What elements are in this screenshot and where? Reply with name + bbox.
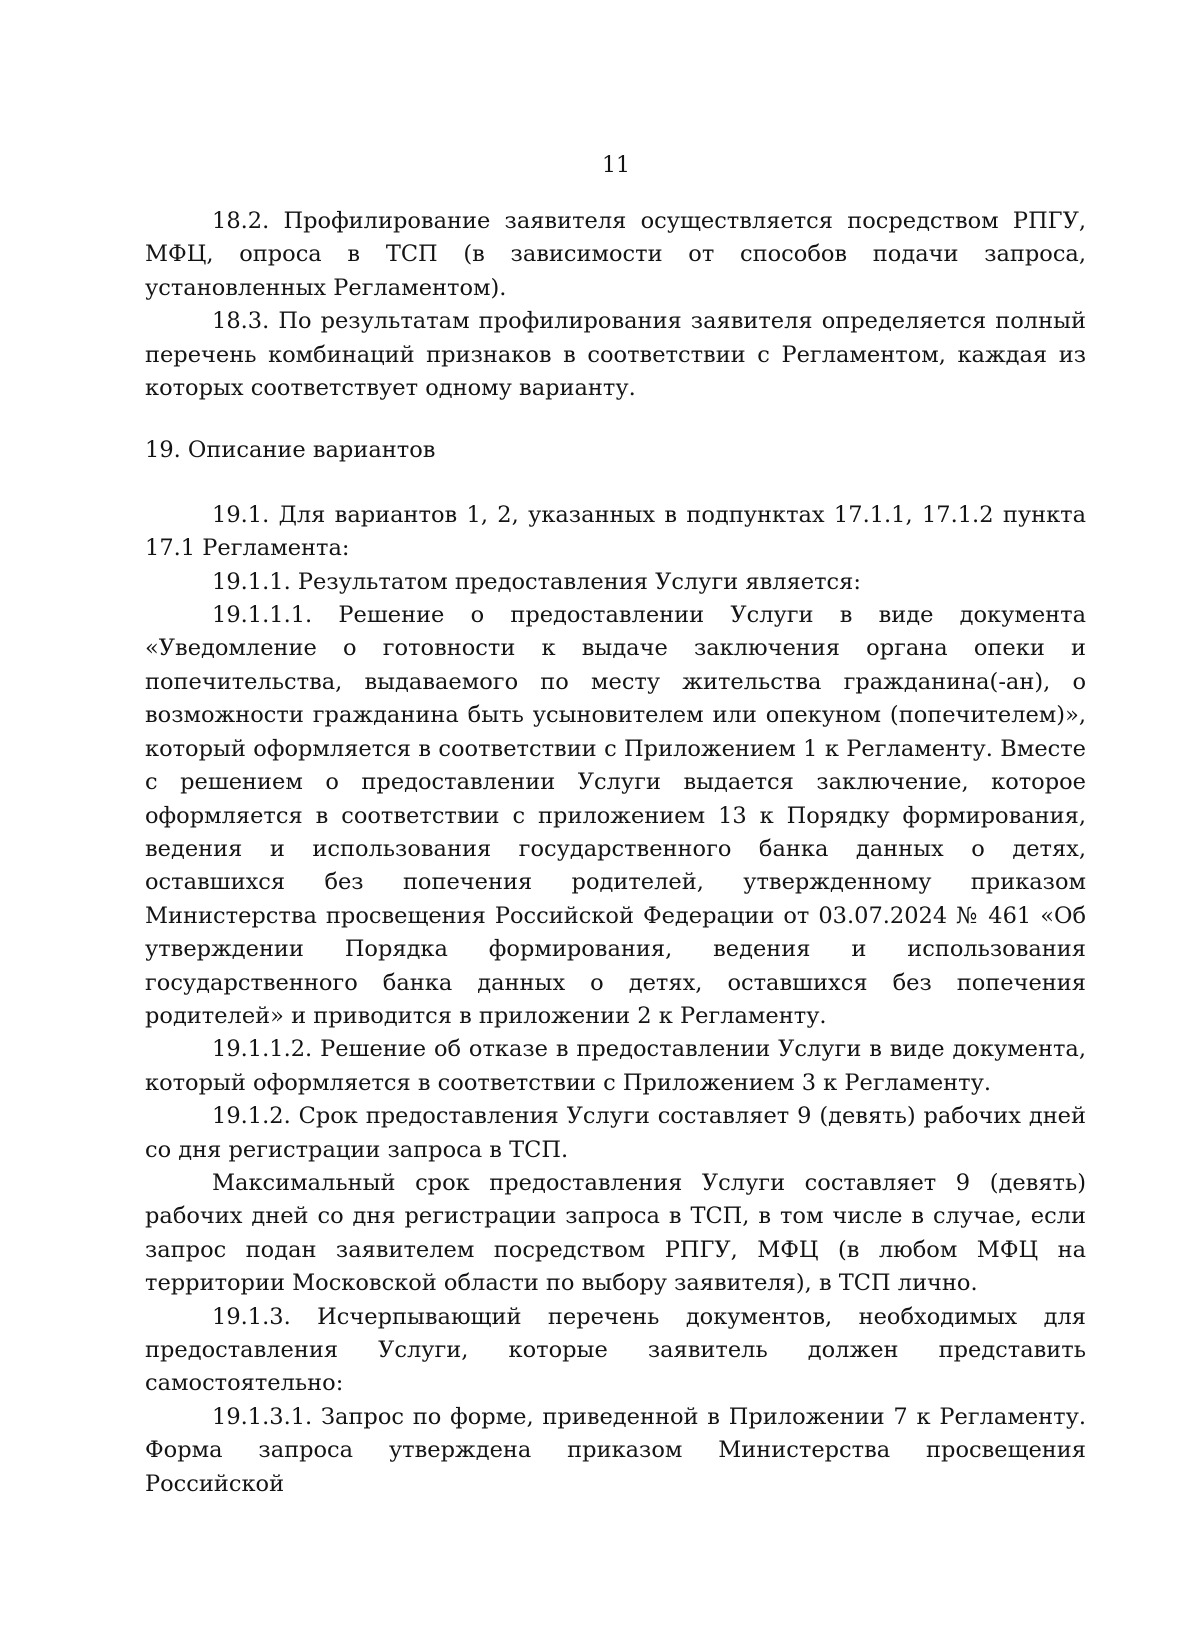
paragraph-19-1-1-2: 19.1.1.2. Решение об отказе в предоставлении Услуги в виде документа, который оформляется в соответствии с Приложением 3 к Регламенту.: [145, 1036, 1086, 1096]
paragraph-18-3: 18.3. По результатам профилирования заявителя определяется полный перечень комбинаций признаков в соответствии с Регламентом, каждая из которых соответствует одному варианту.: [145, 308, 1086, 402]
paragraph-19-1-3-1: 19.1.3.1. Запрос по форме, приведенной в Приложении 7 к Регламенту. Форма запроса утверждена приказом Министерства просвещения Российской: [145, 1403, 1086, 1497]
paragraph-19-1-3: 19.1.3. Исчерпывающий перечень документов, необходимых для предоставления Услуги, которые заявитель должен представить самостоятельно:: [145, 1303, 1086, 1397]
paragraph-19-1-1-1: 19.1.1.1. Решение о предоставлении Услуги в виде документа «Уведомление о готовности к выдаче заключения органа опеки и попечительства, выдаваемого по месту жительства гражданина(-ан), о возможности гражданина быть усыновителем или опекуном (попечителем)», который оформляется в соответствии с Приложением 1 к Регламенту. Вместе с решением о предоставлении Услуги выдается заключение, которое оформляется в соответствии с приложением 13 к Порядку формирования, ведения и использования государственного банка данных о детях, оставшихся без попечения родителей, утвержденному приказом Министерства просвещения Российской Федерации от 03.07.2024 № 461 «Об утверждении Порядка формирования, ведения и использования государственного банка данных о детях, оставшихся без попечения родителей» и приводится в приложении 2 к Регламенту.: [145, 602, 1086, 1029]
paragraph-19-1-1: 19.1.1. Результатом предоставления Услуги является:: [212, 568, 861, 595]
page-number: 11: [602, 153, 630, 178]
paragraph-19-1: 19.1. Для вариантов 1, 2, указанных в подпунктах 17.1.1, 17.1.2 пункта 17.1 Регламента:: [145, 501, 1086, 562]
document-body: [145, 205, 1086, 1501]
paragraph-19-1-2: 19.1.2. Срок предоставления Услуги составляет 9 (девять) рабочих дней со дня регистрации запроса в ТСП.: [145, 1103, 1086, 1163]
paragraph-18-2: 18.2. Профилирование заявителя осуществляется посредством РПГУ, МФЦ, опроса в ТСП (в зависимости от способов подачи запроса, установленных Регламентом).: [145, 208, 1086, 301]
section-heading: 19. Описание вариантов: [145, 437, 436, 464]
paragraph-max-term: Максимальный срок предоставления Услуги составляет 9 (девять) рабочих дней со дня регистрации запроса в ТСП, в том числе в случае, если запрос подан заявителем посредством РПГУ, МФЦ (в любом МФЦ на территории Московской области по выбору заявителя), в ТСП лично.: [145, 1169, 1086, 1297]
